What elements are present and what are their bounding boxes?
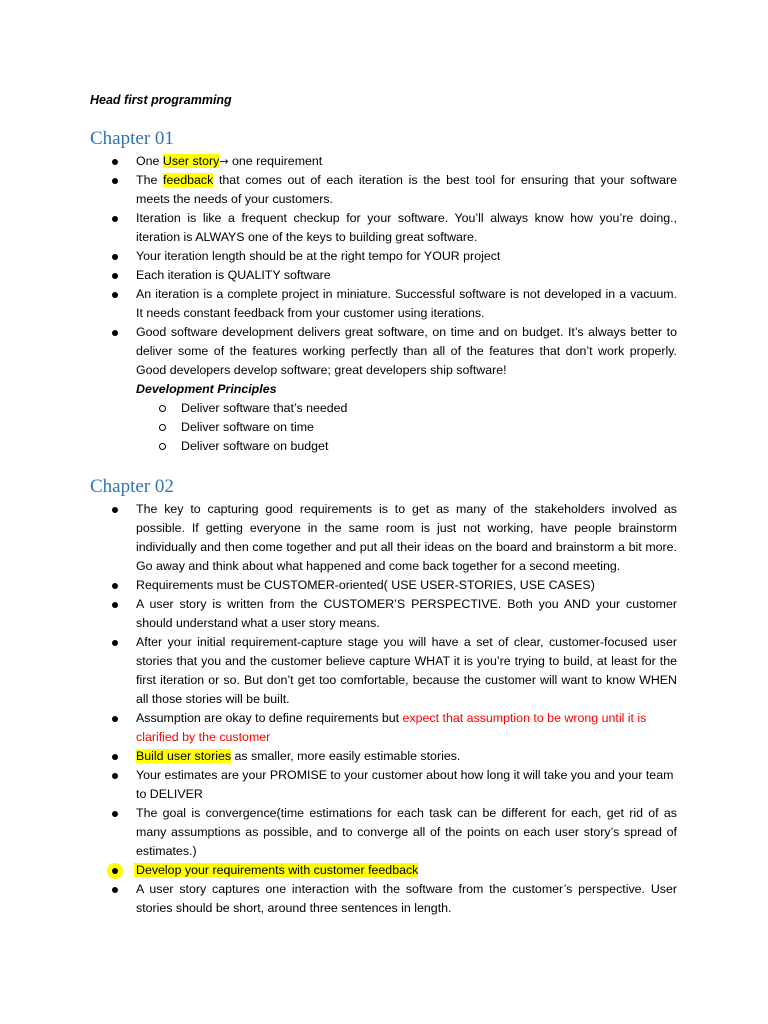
development-principles-list [0, 399, 768, 456]
bullet-icon [112, 754, 118, 760]
item-text: A user story is written from the CUSTOMER’S PERSPECTIVE. Both you AND your customer should understand what a user story means. [136, 597, 677, 630]
bullet-icon [112, 602, 118, 608]
bullet-icon [112, 507, 118, 513]
item-text: Each iteration is QUALITY software [136, 268, 331, 282]
item-text: One [136, 154, 163, 168]
highlighted-text: User story [162, 154, 220, 168]
list-item [0, 418, 768, 437]
circle-bullet-icon [159, 405, 166, 412]
list-item [0, 766, 677, 804]
bullet-icon [112, 292, 118, 298]
chapter-02-list [0, 500, 768, 918]
bullet-icon [112, 868, 118, 874]
list-item [0, 323, 677, 380]
bullet-icon [112, 273, 118, 279]
chapter-02-heading: Chapter 02 [90, 476, 174, 497]
highlighted-text: Develop your requirements with customer feedback [136, 863, 419, 877]
item-text: An iteration is a complete project in miniature. Successful software is not developed in a vacuum. It needs constant feedback from your customer using iterations. [136, 287, 677, 320]
emphasized-red-text: expect that assumption to be wrong until it is clarified by the customer [136, 711, 647, 744]
circle-bullet-icon [159, 443, 166, 450]
bullet-icon [112, 159, 118, 165]
list-item [0, 633, 677, 709]
arrow-right-icon: → [219, 155, 229, 168]
list-item [0, 399, 768, 418]
list-item [0, 285, 677, 323]
bullet-icon [112, 811, 118, 817]
list-item [0, 861, 677, 880]
item-text: one requirement [228, 154, 323, 168]
bullet-icon [112, 254, 118, 260]
item-text: Deliver software that’s needed [181, 401, 348, 415]
bullet-icon [112, 216, 118, 222]
item-text: that comes out of each iteration is the best tool for ensuring that your software meets the needs of your customers. [136, 173, 678, 206]
list-item [0, 576, 677, 595]
list-item [0, 880, 677, 918]
item-text: A user story captures one interaction with the software from the customer’s perspective. User stories should be short, around three sentences in length. [136, 882, 677, 915]
list-item [0, 209, 677, 247]
item-text: Deliver software on budget [181, 439, 329, 453]
item-text: Deliver software on time [181, 420, 314, 434]
bullet-icon [112, 716, 118, 722]
item-text: as smaller, more easily estimable stories. [231, 749, 461, 763]
item-text: Good software development delivers great software, on time and on budget. It’s always better to deliver some of the features working perfectly than all of the features that don’t work properly. Good developers develop software; great developers ship software! [136, 325, 677, 377]
list-item [0, 595, 677, 633]
item-text: The goal is convergence(time estimations for each task can be different for each, get rid of as many assumptions as possible, and to converge all of the points on each user story’s spread of estimates.) [136, 806, 677, 858]
list-item [0, 747, 677, 766]
bullet-icon [112, 640, 118, 646]
list-item [0, 500, 677, 576]
list-item [0, 152, 677, 171]
item-text: Requirements must be CUSTOMER-oriented( USE USER-STORIES, USE CASES) [136, 578, 595, 592]
item-text: After your initial requirement-capture stage you will have a set of clear, customer-focused user stories that you and the customer believe capture WHAT it is you’re trying to build, at least for the first iteration or so. But don’t get too comfortable, because the customer will want to know WHEN all those stories will be built. [136, 635, 677, 706]
development-principles-heading: Development Principles [136, 382, 277, 396]
list-item [0, 247, 677, 266]
list-item [0, 437, 768, 456]
item-text: Your iteration length should be at the right tempo for YOUR project [136, 249, 501, 263]
chapter-01-heading: Chapter 01 [90, 128, 174, 149]
document-title: Head first programming [90, 93, 232, 107]
highlighted-text: feedback [163, 173, 214, 187]
bullet-icon [112, 773, 118, 779]
item-text: Assumption are okay to define requirements but [136, 711, 403, 725]
list-item [0, 171, 677, 209]
list-item [0, 804, 677, 861]
highlighted-text: Build user stories [136, 749, 232, 763]
item-text: Iteration is like a frequent checkup for your software. You’ll always know how you’re doing., iteration is ALWAYS one of the keys to building great software. [136, 211, 677, 244]
list-item [0, 709, 677, 747]
bullet-icon [112, 330, 118, 336]
bullet-icon [112, 178, 118, 184]
bullet-icon [112, 583, 118, 589]
list-item [0, 266, 677, 285]
item-text: The key to capturing good requirements is to get as many of the stakeholders involved as possible. If getting everyone in the same room is just not working, have people brainstorm individually and then come together and put all their ideas on the board and brainstorm a bit more. Go away and think about what happened and come back together for a second meeting. [136, 502, 677, 573]
chapter-01-list [0, 152, 768, 456]
item-text: The [136, 173, 164, 187]
item-text: Your estimates are your PROMISE to your customer about how long it will take you and your team to DELIVER [136, 768, 674, 801]
circle-bullet-icon [159, 424, 166, 431]
bullet-icon [112, 887, 118, 893]
